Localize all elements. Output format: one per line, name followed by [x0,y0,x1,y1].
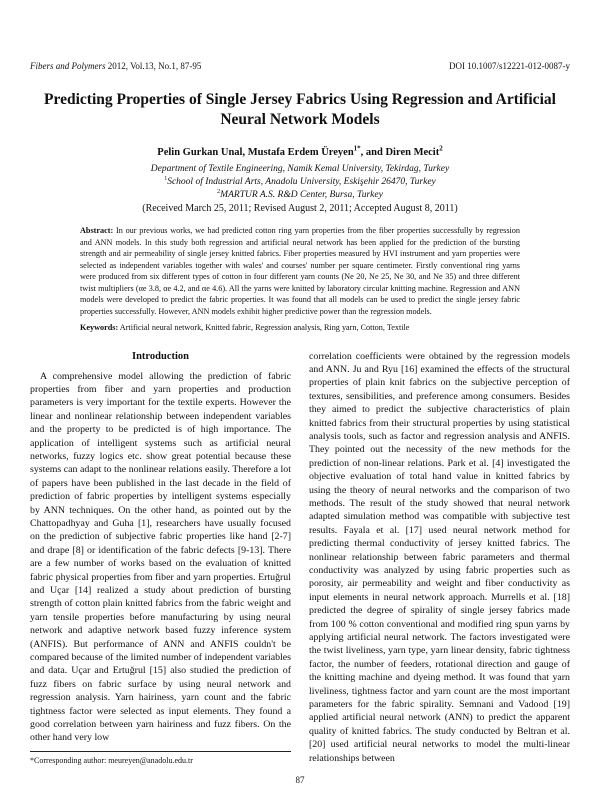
footnote-corresponding-author: *Corresponding author: meureyen@anadolu.edu.tr [30,755,193,765]
abstract-label: Abstract: [80,226,114,235]
section-heading-introduction: Introduction [132,350,189,362]
affiliation-text: MARTUR A.S. R&D Center, Bursa, Turkey [220,190,383,200]
right-column [309,350,570,766]
volume-info: 2012, Vol.13, No.1, 87-95 [105,61,202,71]
keywords [80,322,520,334]
body-paragraph: correlation coefficients were obtained by the regression models and ANN. Ju and Ryu [16] examined the effects of the structural properties of plain knit fabrics on the subjective perception of textures, sensibilities, and preference among consumers. Besides they aimed to predict the subjective characteristics of plain knitted fabrics from their structural properties by using statistical analysis tools, such as factor and regression analysis and ANFIS. They pointed out the necessity of the new methods for the prediction of non-linear relations. Park et al. [4] investigated the objective evaluation of total hand value in knitted fabrics by using the theory of neural networks and the comparison of two methods. The result of the study showed that neural network adapted simulation method was compatible with subjective test results. Fayala et al. [17] used neural network method for predicting thermal conductivity of jersey knitted fabrics. The nonlinear relationship between fabric parameters and thermal conductivity was analyzed by using fabric properties such as porosity, air permeability and weight and fiber conductivity as input elements in neural network approach. Murrells et al. [18] predicted the degree of spirality of single jersey fabrics made from 100 % cotton conventional and modified ring spun yarns by applying artificial neural network. The factors investigated were the twist liveliness, yarn type, yarn linear density, fabric tightness factor, the number of feeders, rotational direction and gauge of the knitting machine and dyeing method. It was found that yarn liveliness, tightness factor and yarn count are the most important parameters for the fabric spirality. Semnani and Vadood [19] applied artificial neural network (ANN) to predict the apparent quality of knitted fabrics. The study conducted by Beltran et al. [20] used artificial neural networks to model the multi-linear relationships between [309,350,570,764]
authors [30,146,570,160]
paper-title: Predicting Properties of Single Jersey Fabrics Using Regression and Artificial Neural Network Models [44,91,556,128]
author-affil-mark: 1* [353,144,361,153]
affiliation [30,176,570,189]
page-number: 87 [295,774,305,785]
keywords-text: Artificial neural network, Knitted fabric, Regression analysis, Ring yarn, Cotton, Textile [118,323,410,332]
author-names: Pelin Gurkan Unal, Mustafa Erdem Üreyen [157,147,354,158]
abstract-text: In our previous works, we had predicted cotton ring yarn properties from the fiber properties successfully by regression and ANN models. In this study both regression and artificial neural network has been applied for the prediction of the bursting strength and air permeability of single jersey knitted fabrics. Fiber properties measured by HVI instrument and yarn properties were selected as independent variables together with wales' and courses' number per square centimeter. Firstly conventional ring yarns were produced from six different types of cotton in four different yarn counts (Ne 20, Ne 25, Ne 30, and Ne 35) and three different twist multipliers (αe 3.8, αe 4.2, and αe 4.6). All the yarns were knitted by laboratory circular knitting machine. Regression and ANN models were developed to predict the fabric properties. It was found that all models can be used to predict the single jersey fabric properties successfully. However, ANN models exhibit higher predictive power than the regression models. [80,226,520,316]
affiliation [30,163,570,176]
running-header-citation [30,60,201,72]
affiliation [30,189,570,202]
affiliation-mark: 2 [217,188,221,195]
received-dates: (Received March 25, 2011; Revised August 2, 2011; Accepted August 8, 2011) [142,203,458,214]
running-header [30,60,570,72]
body-paragraph: A comprehensive model allowing the prediction of fabric properties from fiber and yarn properties and production parameters is very important for the textile experts. However the linear and nonlinear relationship between independent variables and the property to be predicted is of high importance. The application of intelligent systems such as artificial neural networks, fuzzy logics etc. show great potential because these systems can adapt to the nonlinear relations easily. Therefore a lot of papers have been published in the last decade in the field of prediction of fabric properties by intelligent systems especially by ANN techniques. On the other hand, as pointed out by the Chattopadhyay and Guha [1], researchers have usually focused on the prediction of subjective fabric properties like hand [2-7] and drape [8] or identification of the fabric defects [9-13]. There are a few number of works based on the evaluation of knitted fabric physical properties from fiber and yarn properties. Ertuğrul and Uçar [14] realized a study about prediction of bursting strength of cotton plain knitted fabrics from the fabric weight and yarn tensile properties before manufacturing by using neural network and adaptive network based fuzzy inference system (ANFIS). But performance of ANN and ANFIS couldn't be compared because of the limited number of independent variables and data. Uçar and Ertuğrul [15] also studied the prediction of fuzz fibers on fabric surface by using neural network and regression analysis. Yarn hairiness, yarn count and the fabric tightness factor were selected as input elements. They found a good correlation between yarn hairiness and fuzz fibers. On the other hand very low [30,370,291,744]
affiliation-mark: 1 [164,175,168,182]
affiliation-text: School of Industrial Arts, Anadolu University, Eskişehir 26470, Turkey [167,177,436,187]
footnote-rule [30,751,291,752]
body-columns [30,350,570,766]
keywords-label: Keywords: [80,323,119,332]
journal-name: Fibers and Polymers [30,61,106,71]
author-affil-mark-2: 2 [439,144,443,153]
affiliations [30,163,570,202]
left-column [30,350,291,766]
abstract [80,225,520,317]
author-names-2: , and Diren Mecit [360,147,440,158]
doi: DOI 10.1007/s12221-012-0087-y [449,61,570,71]
affiliation-text: Department of Textile Engineering, Namik Kemal University, Tekirdag, Turkey [150,164,450,174]
